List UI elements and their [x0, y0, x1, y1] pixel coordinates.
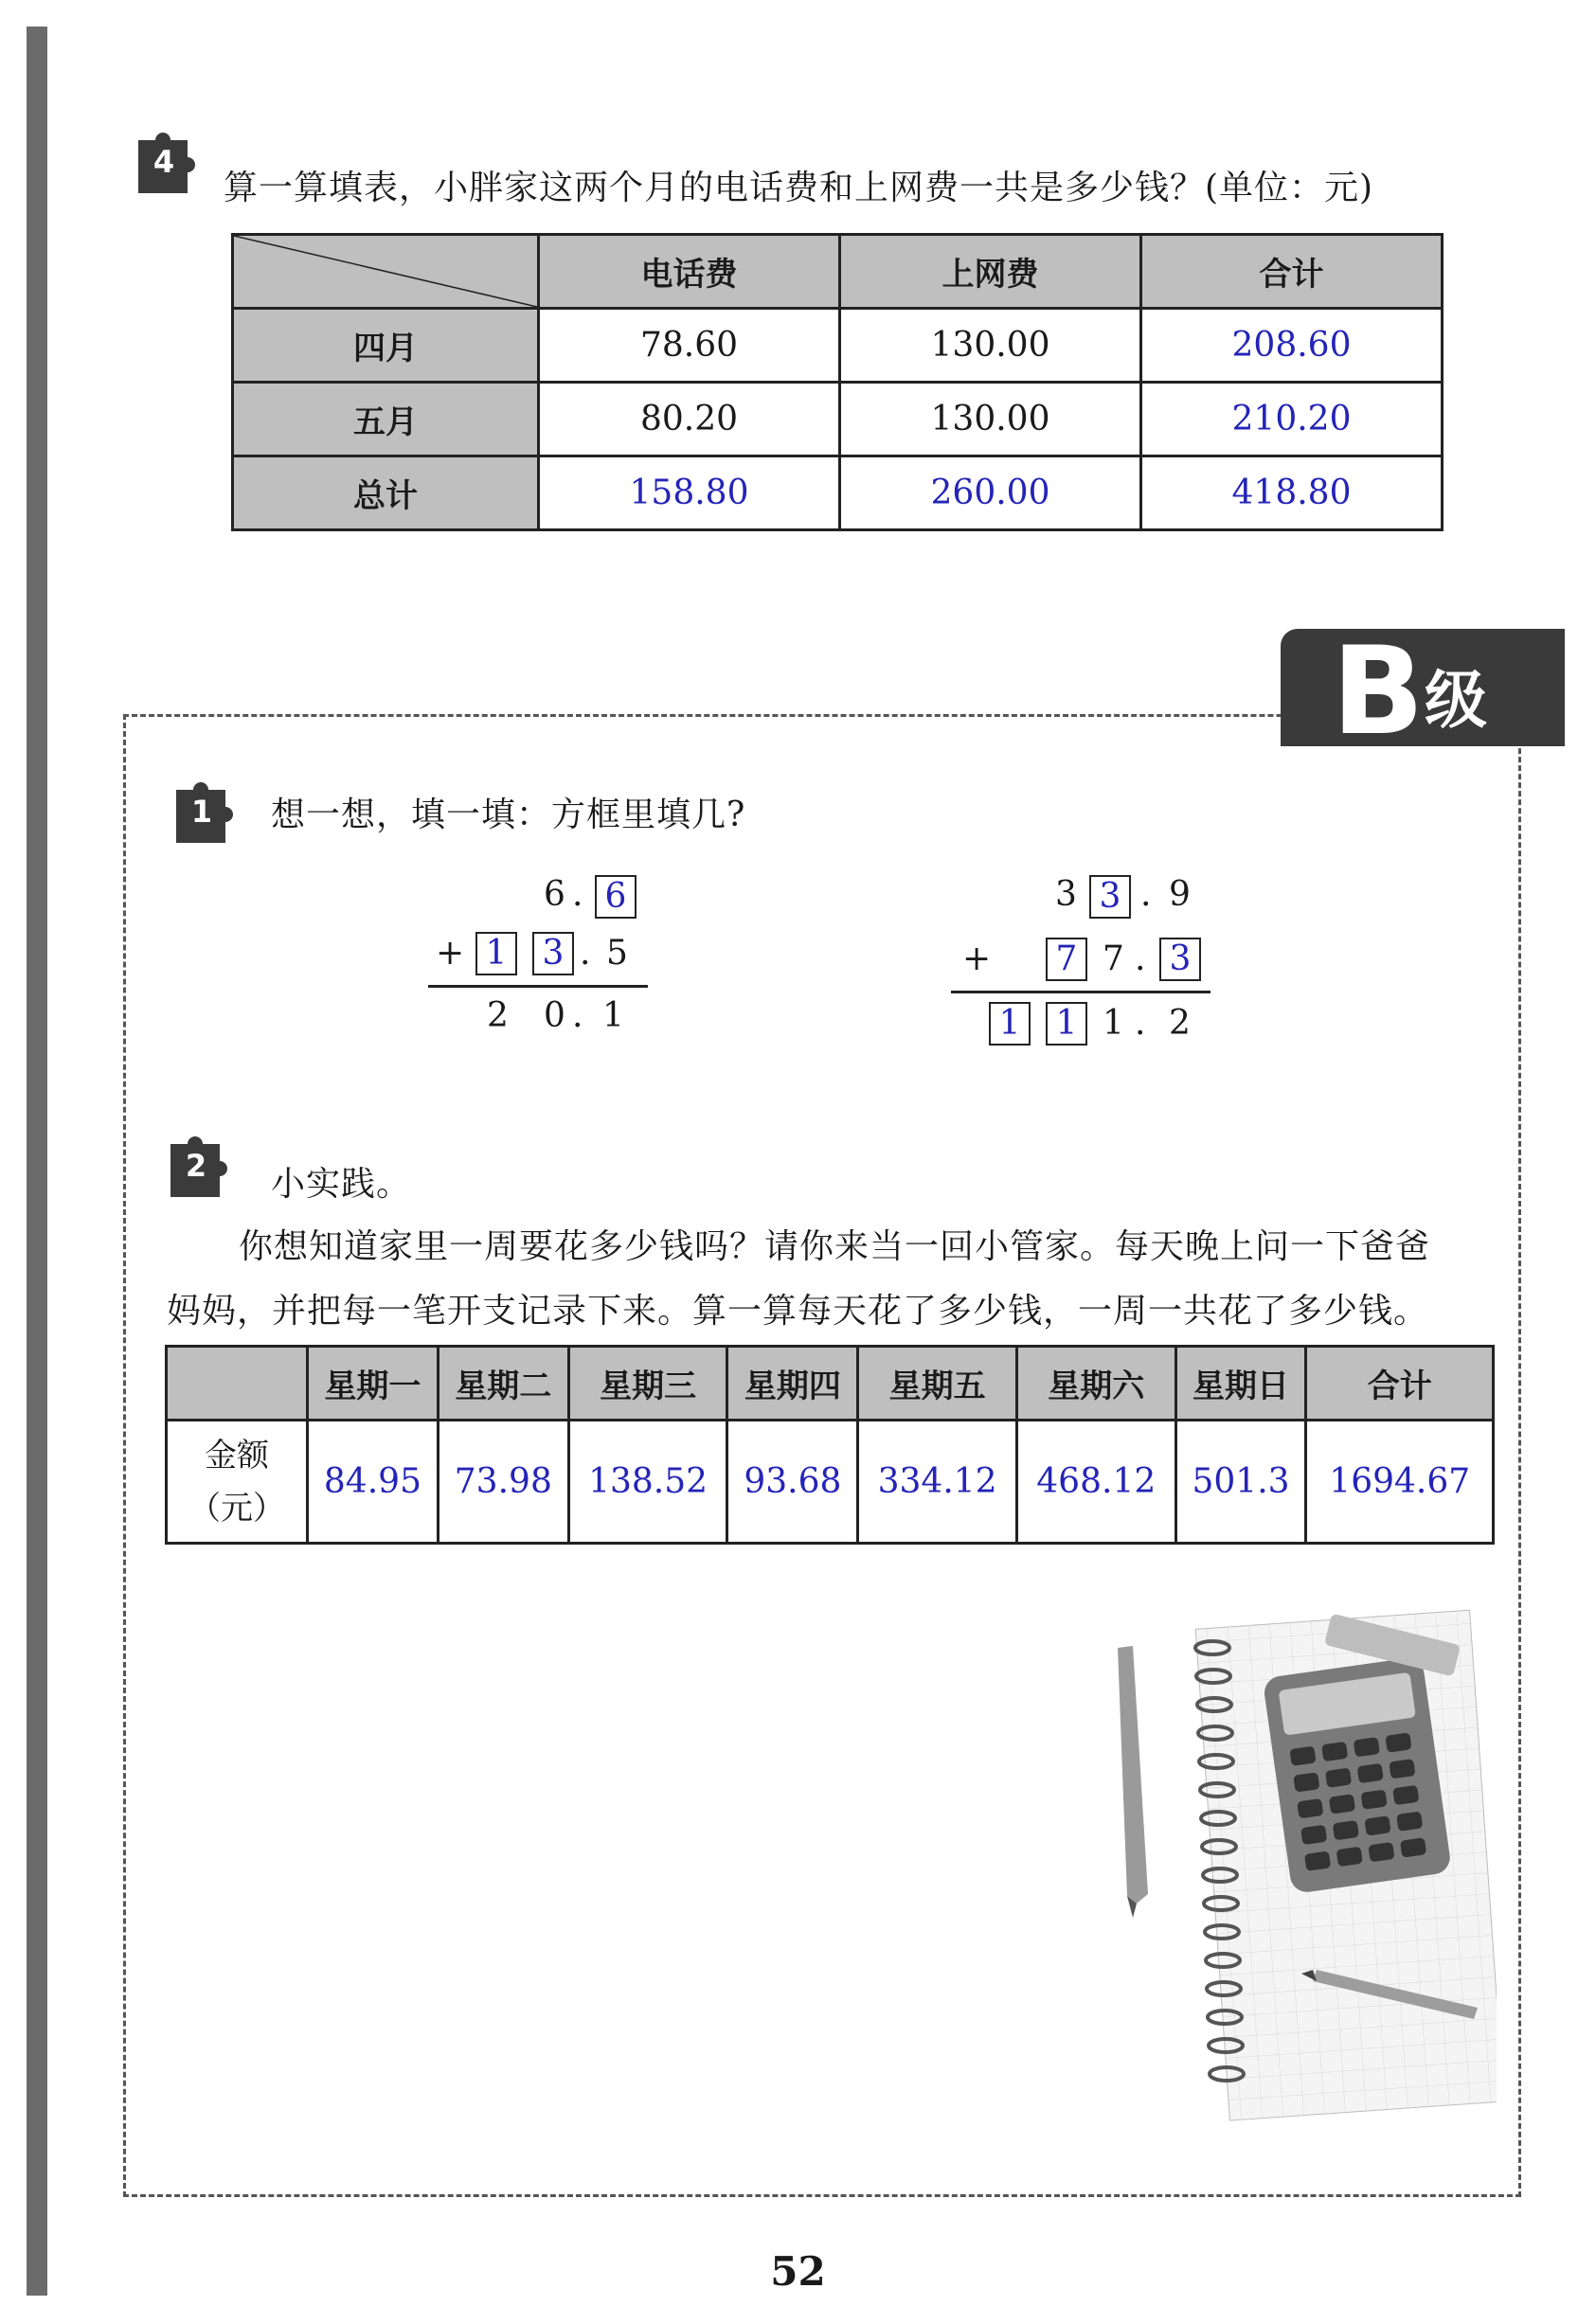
- header-tuesday: 星期二: [438, 1347, 568, 1421]
- header-phone: 电话费: [539, 235, 840, 309]
- book-spine: [27, 27, 47, 2296]
- answer-box[interactable]: 3: [1089, 875, 1131, 919]
- cell-amount: 468.12: [1016, 1421, 1175, 1544]
- question-number: 1: [190, 794, 213, 830]
- decimal-point: .: [1135, 1004, 1146, 1043]
- row-label: 四月: [233, 309, 539, 383]
- digit: 2: [1169, 1004, 1191, 1043]
- page-number: 52: [770, 2248, 826, 2295]
- blank-header-cell: [167, 1347, 308, 1421]
- table-row: [167, 1421, 1494, 1544]
- answer-box[interactable]: 3: [1159, 938, 1201, 981]
- diagonal-header-cell: [233, 235, 539, 309]
- question-4-text: 算一算填表，小胖家这两个月的电话费和上网费一共是多少钱？(单位：元): [224, 169, 1374, 207]
- weekly-spending-table: [165, 1345, 1495, 1545]
- digit: 0: [544, 996, 565, 1035]
- table-row: [233, 456, 1443, 530]
- cell-total: 208.60: [1141, 309, 1443, 383]
- cell-amount: 138.52: [568, 1421, 727, 1544]
- plus-sign: +: [436, 934, 465, 973]
- header-friday: 星期五: [858, 1347, 1017, 1421]
- answer-box[interactable]: 3: [532, 932, 574, 975]
- row-label-line: （元）: [188, 1489, 285, 1528]
- cell-amount: 1694.67: [1306, 1421, 1494, 1544]
- puzzle-badge-icon: [163, 1133, 237, 1207]
- digit: 1: [1103, 1004, 1124, 1043]
- decimal-point: .: [572, 875, 583, 914]
- answer-box[interactable]: 6: [595, 875, 637, 919]
- cell-internet: 260.00: [840, 456, 1141, 530]
- digit: 2: [487, 996, 509, 1035]
- level-suffix: 级: [1425, 664, 1487, 737]
- header-total: 合计: [1141, 235, 1443, 309]
- digit: 3: [1055, 875, 1077, 914]
- puzzle-badge-icon: [131, 129, 205, 203]
- cell-amount: 73.98: [438, 1421, 568, 1544]
- decimal-point: .: [580, 934, 591, 973]
- sum-line: [951, 991, 1210, 993]
- table-row: [233, 309, 1443, 383]
- header-total: 合计: [1306, 1347, 1494, 1421]
- question-number: 4: [152, 144, 175, 180]
- cell-total: 210.20: [1141, 383, 1443, 456]
- level-letter: B: [1332, 621, 1425, 762]
- answer-box[interactable]: 1: [1046, 1002, 1087, 1046]
- cell-amount: 84.95: [308, 1421, 439, 1544]
- cell-internet: 130.00: [840, 383, 1141, 456]
- cell-amount: 501.3: [1175, 1421, 1306, 1544]
- header-wednesday: 星期三: [568, 1347, 727, 1421]
- cell-phone: 158.80: [539, 456, 840, 530]
- b1-question-text: 想一想，填一填：方框里填几?: [271, 796, 746, 834]
- sum-line: [428, 985, 648, 988]
- row-label-line: 金额: [205, 1436, 269, 1475]
- digit: 7: [1103, 939, 1124, 978]
- cell-phone: 78.60: [539, 309, 840, 383]
- digit: 9: [1169, 875, 1191, 914]
- answer-box[interactable]: 1: [475, 932, 517, 975]
- decimal-point: .: [1135, 939, 1146, 978]
- answer-box[interactable]: 1: [989, 1002, 1031, 1046]
- decimal-point: .: [572, 996, 583, 1035]
- cell-total: 418.80: [1141, 456, 1443, 530]
- digit: 6: [544, 875, 565, 914]
- header-saturday: 星期六: [1016, 1347, 1175, 1421]
- row-label: [167, 1421, 308, 1544]
- cell-amount: 334.12: [858, 1421, 1017, 1544]
- b2-paragraph-1: 你想知道家里一周要花多少钱吗？请你来当一回小管家。每天晚上问一下爸爸: [239, 1227, 1431, 1266]
- b2-title: 小实践。: [271, 1165, 412, 1204]
- answer-box[interactable]: 7: [1046, 938, 1087, 981]
- level-banner: [1281, 621, 1565, 762]
- phone-internet-table: [231, 233, 1444, 531]
- cell-phone: 80.20: [539, 383, 840, 456]
- plus-sign: +: [962, 939, 992, 978]
- calculator-notebook-illustration-icon: [1099, 1591, 1497, 2140]
- digit: 1: [602, 996, 624, 1035]
- row-label: 总计: [233, 456, 539, 530]
- cell-internet: 130.00: [840, 309, 1141, 383]
- b2-paragraph-2: 妈妈，并把每一笔开支记录下来。算一算每天花了多少钱，一周一共花了多少钱。: [167, 1292, 1429, 1331]
- header-internet: 上网费: [840, 235, 1141, 309]
- question-number: 2: [185, 1148, 207, 1184]
- puzzle-badge-icon: [169, 778, 242, 852]
- table-row: [233, 383, 1443, 456]
- header-thursday: 星期四: [727, 1347, 858, 1421]
- row-label: 五月: [233, 383, 539, 456]
- header-sunday: 星期日: [1175, 1347, 1306, 1421]
- cell-amount: 93.68: [727, 1421, 858, 1544]
- digit: 5: [606, 934, 628, 973]
- decimal-point: .: [1140, 875, 1152, 914]
- header-monday: 星期一: [308, 1347, 439, 1421]
